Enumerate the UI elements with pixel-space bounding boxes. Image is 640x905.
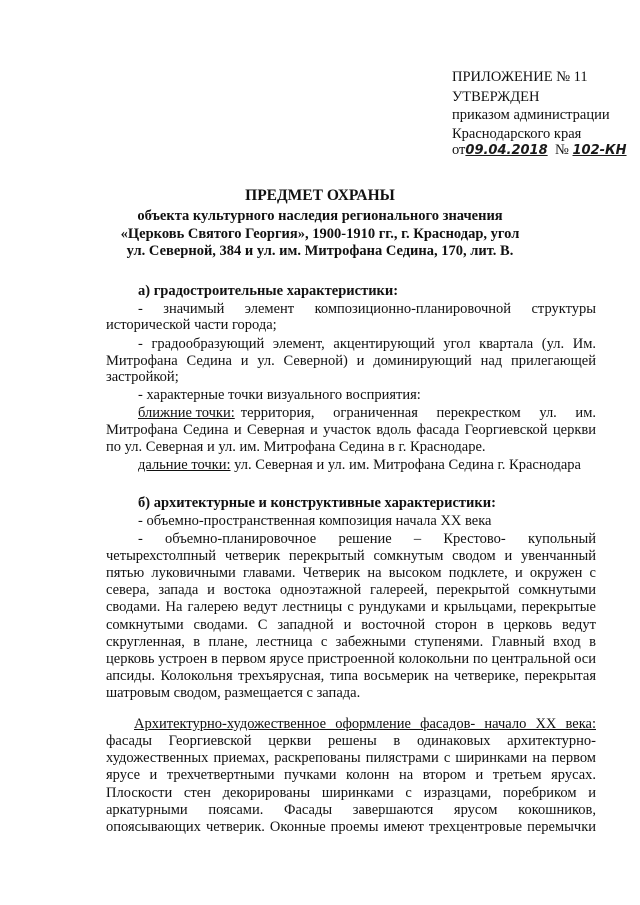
subtitle-line-3: ул. Северной, 384 и ул. им. Митрофана Седина, 170, лит. В. [126,243,514,259]
near-points-text: территория, ограниченная перекрестком ул. им. [240,405,596,421]
handwritten-date: 09.04.2018 [465,143,548,158]
section-b-line: севера, запада и востока одноэтажной галереей, перекрытой сомкнутыми [106,582,596,598]
section-a-line: застройкой; [106,369,179,385]
far-points-label: дальние точки: [138,457,231,473]
section-b-line: - объемно-пространственная композиция начала XX века [138,513,492,529]
section-b-line: церковь устроен в первом ярусе пристроенной колокольни по центральной оси [106,651,596,667]
section-a-line: - характерные точки визуального восприятия: [138,387,421,403]
section-b-line: сомкнутыми сводами. С западной и восточной сторон в церковь ведут [106,617,596,633]
order-line: приказом администрации [452,107,610,123]
section-a-line: Митрофана Седина и Северная и участок вдоль фасада Георгиевской церкви [106,422,596,438]
handwritten-number: 102-КН [572,143,627,158]
section-a-heading: а) градостроительные характеристики: [138,283,399,299]
section-c-line: аркатурными поясами. Фасады завершаются ярусом кокошников, [106,802,596,818]
section-b-line: четырехстолпный четверик перекрытый сомкнутым сводом и увенчанный [106,548,596,564]
section-a-line: Митрофана Седина и ул. Северной) и доминирующий над прилегающей [106,353,596,369]
far-points-line [138,457,581,473]
number-prefix: № [555,142,569,158]
section-b-line: пятью луковичными главами. Четверик на высоком подклете, и окружен с [106,565,596,581]
section-c-heading: Архитектурно-художественное оформление фасадов- начало XX века: [134,716,596,732]
section-c-line: фасады Георгиевской церкви решены в одинаковых архитектурно- [106,733,596,749]
section-b-line: шатровым сводом, размещается с запада. [106,685,361,701]
approved-label: УТВЕРЖДЕН [452,89,540,105]
subtitle-line-2: «Церковь Святого Георгия», 1900-1910 гг., г. Краснодар, угол [120,226,520,242]
section-a-line: исторической части города; [106,317,277,333]
section-a-line: по ул. Северная и ул. им. Митрофана Седина в г. Краснодаре. [106,439,486,455]
section-c-line: ярусе и трехчетвертными пучками колонн на втором и третьем ярусах. [106,767,596,783]
far-points-text: ул. Северная и ул. им. Митрофана Седина г. Краснодара [234,457,581,473]
section-a-line: - значимый элемент композиционно-планировочной структуры [138,301,596,317]
section-b-heading: б) архитектурные и конструктивные характеристики: [138,495,496,511]
section-c-line: опоясывающих четверик. Оконные проемы имеют трехцентровые перемычки [106,819,596,835]
section-b-line: апсиды. Колокольня трехъярусная, типа восьмерик на четверике, перекрытая [106,668,596,684]
region-line: Краснодарского края [452,126,582,142]
document-title: ПРЕДМЕТ ОХРАНЫ [245,187,395,204]
subtitle-line-1: объекта культурного наследия регионального значения [137,208,503,224]
section-b-line: сводами. На галерею ведут лестницы с рундуками и крыльцами, перекрытые [106,599,596,615]
annex-label: ПРИЛОЖЕНИЕ № 11 [452,69,588,85]
section-c-line: художественных приемах, раскрепованы пилястрами с ширинками на первом [106,750,596,766]
near-points-line [138,405,596,421]
date-prefix: от [452,142,466,158]
section-b-line: - объемно-планировочное решение – Крестово- купольный [138,531,596,547]
section-c-line: Плоскости стен декорированы ширинками с изразцами, поребриком и [106,785,596,801]
near-points-label: ближние точки: [138,405,235,421]
section-b-line: скругленная, в плане, лестница с забежными ступенями. Главный вход в [106,634,596,650]
date-number-line [452,142,629,159]
section-a-line: - градообразующий элемент, акцентирующий угол квартала (ул. Им. [138,336,596,352]
